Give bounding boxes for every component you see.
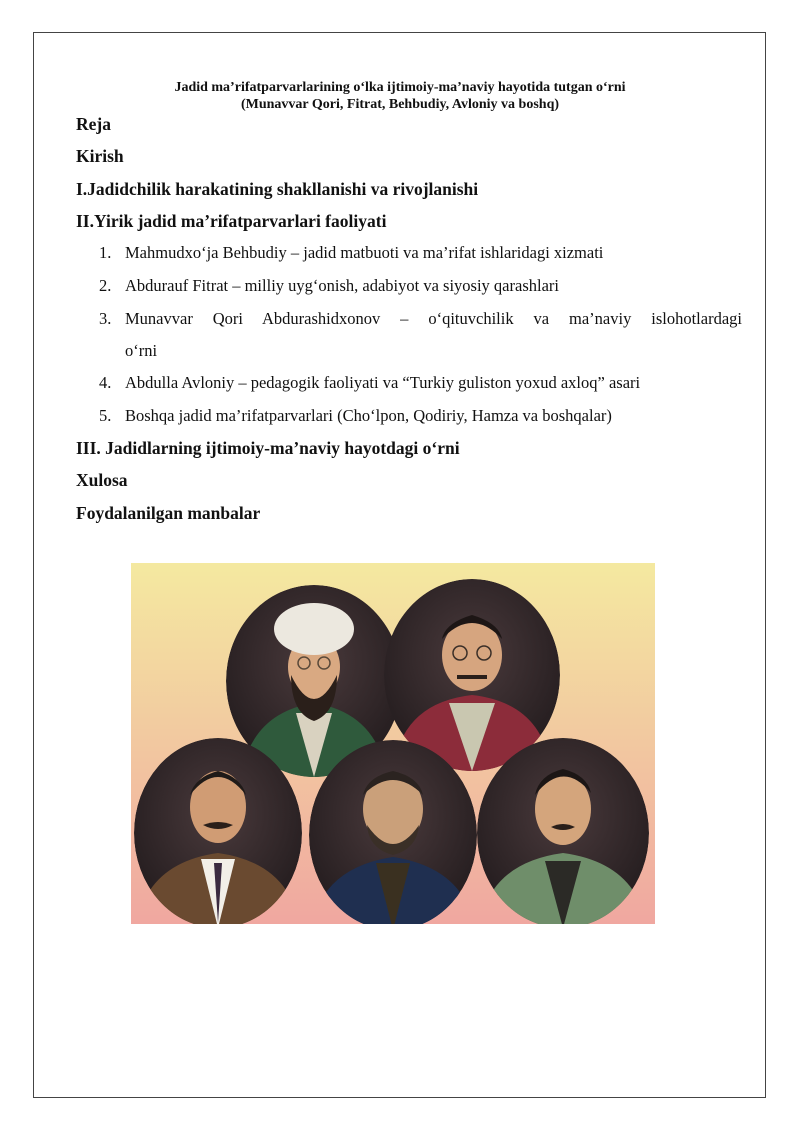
heading-sources: Foydalanilgan manbalar [76,503,261,523]
portraits-image [131,563,655,924]
list-item-4 [99,373,640,393]
list-number: 5. [99,406,112,425]
document-subtitle: (Munavvar Qori, Fitrat, Behbudiy, Avloniy va boshq) [240,97,560,112]
list-text: Abdulla Avloniy – pedagogik faoliyati va “Turkiy guliston yoxud axloq” asari [125,373,641,392]
list-item-5 [99,406,612,426]
portrait-4 [309,740,477,924]
list-item-2 [99,276,559,296]
list-text: Mahmudxo‘ja Behbudiy – jadid matbuoti va ma’rifat ishlaridagi xizmati [125,243,604,262]
list-item-1 [99,243,603,263]
heading-xulosa: Xulosa [76,470,128,490]
list-number: 2. [99,276,112,295]
portrait-3 [134,738,302,924]
list-text: Boshqa jadid ma’rifatparvarlari (Cho‘lpon, Qodiriy, Hamza va boshqalar) [125,406,612,425]
heading-section-1: I.Jadidchilik harakatining shakllanishi va rivojlanishi [76,179,479,199]
list-item-3: Munavvar Qori Abdurashidxonov – o‘qituvchilik va ma’naviy islohotlardagi [125,309,742,328]
heading-section-3: III. Jadidlarning ijtimoiy-ma’naviy hayotdagi o‘rni [76,438,460,458]
list-number: 4. [99,373,112,392]
document-title: Jadid ma’rifatparvarlarining o‘lka ijtimoiy-ma’naviy hayotida tutgan o‘rni [174,80,626,95]
list-item-3-continuation: o‘rni [125,341,158,360]
portrait-5 [477,738,649,924]
list-number: 1. [99,243,112,262]
heading-kirish: Kirish [76,146,124,166]
heading-section-2: II.Yirik jadid ma’rifatparvarlari faoliyati [76,211,387,231]
list-text: Abdurauf Fitrat – milliy uyg‘onish, adabiyot va siyosiy qarashlari [125,276,559,295]
heading-reja: Reja [76,114,111,134]
list-number: 3. [99,309,112,328]
